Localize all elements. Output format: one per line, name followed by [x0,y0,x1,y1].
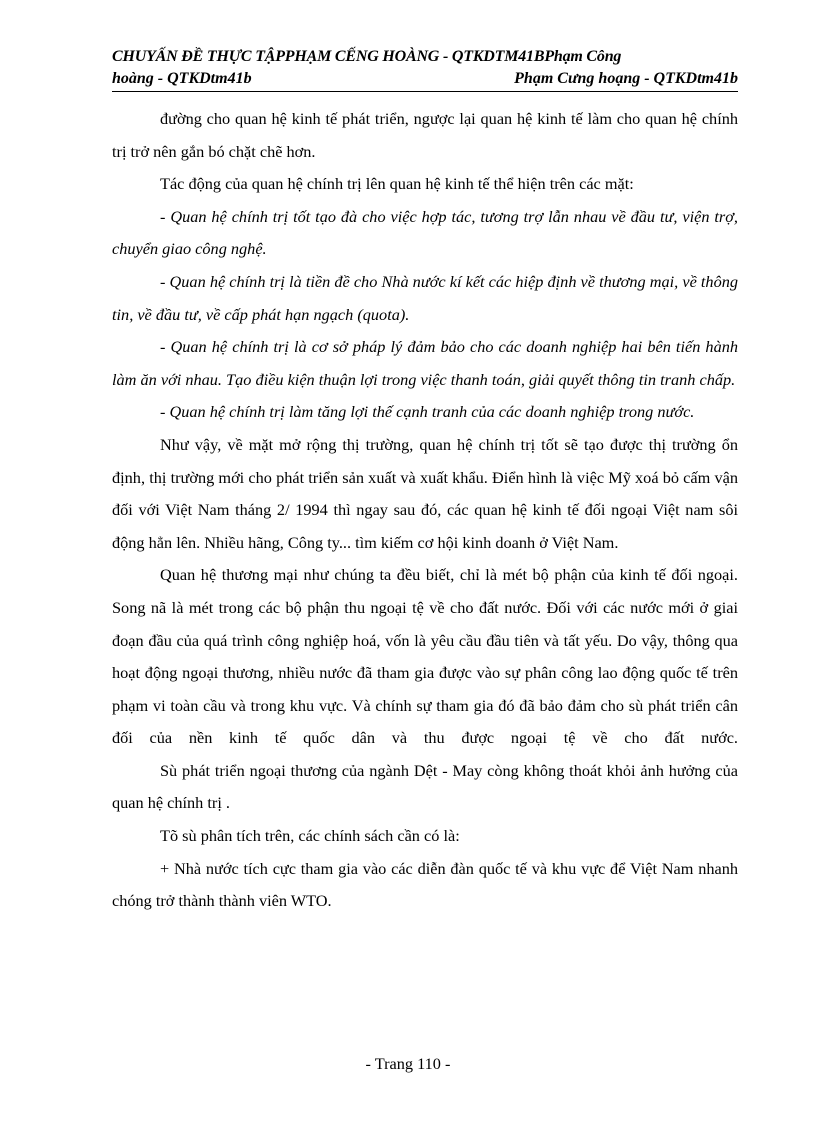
bullet-paragraph: - Quan hệ chính trị là tiền đề cho Nhà nước kí kết các hiệp định về thương mại, về thông tin, về đầu tư, về cấp phát hạn ngạch (quota). [112,271,738,324]
header-author-left: hoàng - QTKDtm41b [112,70,252,87]
paragraph: đường cho quan hệ kinh tế phát triển, ngược lại quan hệ kinh tế làm cho quan hệ chính trị trở nên gắn bó chặt chẽ hơn. [112,109,738,161]
page-number: - Trang 110 - [365,1054,451,1073]
document-body [112,103,738,918]
page-header [112,46,738,92]
paragraph: Sù phát triển ngoại thương của ngành Dệt - May còng không thoát khỏi ảnh hưởng của quan hệ chính trị . [112,760,738,813]
paragraph: + Nhà nước tích cực tham gia vào các diễn đàn quốc tế và khu vực để Việt Nam nhanh chóng trở thành thành viên WTO. [112,858,738,911]
bullet-paragraph: - Quan hệ chính trị tốt tạo đà cho việc hợp tác, tương trợ lẫn nhau về đầu tư, viện trợ, chuyển giao công nghệ. [112,206,738,259]
header-subtitle-row [112,68,738,91]
paragraph: Như vậy, về mặt mở rộng thị trường, quan hệ chính trị tốt sẽ tạo được thị trường ổn định, thị trường mới cho phát triển sản xuất và xuất khẩu. Điển hình là việc Mỹ xoá bỏ cấm vận đối với Việt Nam tháng 2/ 1994 thì ngay sau đó, các quan hệ kinh tế đối ngoại Việt nam sôi động hẳn lên. Nhiều hãng, Công ty... tìm kiếm cơ hội kinh doanh ở Việt Nam. [112,434,738,552]
bullet-paragraph: - Quan hệ chính trị là cơ sở pháp lý đảm bảo cho các doanh nghiệp hai bên tiến hành làm ăn với nhau. Tạo điều kiện thuận lợi trong việc thanh toán, giải quyết thông tin tranh chấp. [112,337,738,389]
header-author-right: Phạm Cưng hoạng - QTKDtm41b [514,70,738,87]
paragraph: Tõ sù phân tích trên, các chính sách cần có là: [160,826,460,846]
paragraph: Tác động của quan hệ chính trị lên quan hệ kinh tế thể hiện trên các mặt: [160,174,634,194]
header-title: CHUYẤN ĐỀ THỰC TẬPPHẠM CẾNG HOÀNG - QTKDTM41BPhạm Công [112,48,622,65]
bullet-paragraph: - Quan hệ chính trị làm tăng lợi thế cạnh tranh của các doanh nghiệp trong nước. [160,402,695,422]
paragraph: Quan hệ thương mại như chúng ta đều biết, chỉ là mét bộ phận của kinh tế đối ngoại. Song nã là mét trong các bộ phận thu ngoại tệ về cho đất nước. Đối với các nước mới ở giai đoạn đầu của quá trình công nghiệp hoá, vốn là yêu cầu đầu tiên và tất yếu. Do vậy, thông qua hoạt động ngoại thương, nhiều nước đã tham gia được vào sự phân công lao động quốc tế trên phạm vi toàn cầu và trong khu vực. Và chính sự tham gia đó đã bảo đảm cho sù phát triển cân đối của nền kinh tế quốc dân và thu được ngoại tệ về cho đất nước. [112,565,738,748]
